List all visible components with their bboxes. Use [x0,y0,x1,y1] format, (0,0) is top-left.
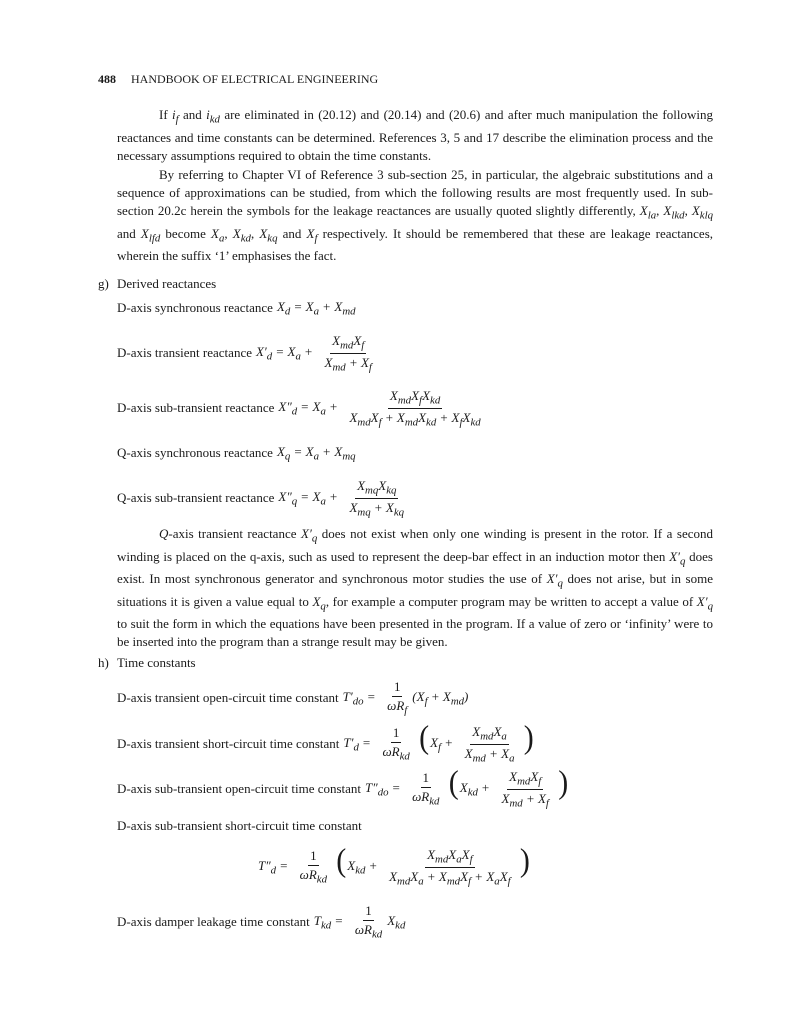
paragraph-1 [117,106,713,165]
equation-tdo-transient-label: D-axis transient open-circuit time constant [117,689,339,705]
paragraph-2-text: By referring to Chapter VI of Reference 3 sub-section 25, in particular, the algebraic substitutions and a sequence of approximations can be studied, from which the following results are most frequently used. In sub-section 20.2c herein the symbols for the leakage reactances are usually quoted slightly differently, $X_{la}$, $X_{lkd}$, $X_{klq}$ and $X_{lfd}$ become $X_a$, $X_{kd}$, $X_{kq}$ and $X_f$ respectively. It should be remembered that these are leakage reactances, wherein the suffix ‘1’ emphasises the fact. [117,167,714,264]
equation-xd-transient-label: D-axis transient reactance [117,345,252,361]
paragraph-3-text: Q-axis transient reactance $X'_q$ does not exist when only one winding is present in the rotor. If a second winding is placed on the q-axis, such as used to represent the deep-bar effect in an induction motor then $X'_q$ does exist. In most synchronous generator and synchronous motor studies the use of $X'_q$ does not arise, but in some situations it is given a value equal to $X_q$, for example a computer program may be written to accept a value of $X'_q$ to suit the form in which the equations have been presented in the program. If a value of zero or ‘infinity’ were to be inserted into the program than a strange result may be given. [117,526,713,650]
section-h-title: Time constants [117,655,196,670]
paragraph-1-text: If $i_f$ and $i_{kd}$ are eliminated in (20.12) and (20.14) and (20.6) and after much manipulation the following reactances and time constants can be determined. References 3, 5 and 17 describe the elimination process and the necessary assumptions required to obtain the time constants. [117,107,713,163]
equation-td-subtransient-label: D-axis sub-transient short-circuit time constant [117,818,362,833]
equation-xd: D-axis synchronous reactance $X_d = X_a + X_{md}$ [117,299,356,318]
equation-xd-label: D-axis synchronous reactance [117,300,273,316]
equation-tdo-subtransient-label: D-axis sub-transient open-circuit time constant [117,780,362,796]
paragraph-3 [117,525,713,651]
equation-xq-subtransient: Q-axis sub-transient reactance $X''_q = X_a$ + $\frac{X_{mq}X_{kq}}{X_{mq} + X_{kq}}$ [117,478,405,519]
book-title: HANDBOOK OF ELECTRICAL ENGINEERING [131,72,379,86]
section-g-label: g) [98,276,109,291]
section-h-label: h) [98,655,109,670]
equation-td-subtransient-heading [117,818,366,834]
equation-xq-subtransient-label: Q-axis sub-transient reactance [117,490,275,506]
equation-td-transient: D-axis transient short-circuit time constant $T'_d$ = $\frac{1}{\omega R_{kd}}$ ($X_f$ + $\frac{X_{md}X_a}{X_{md} + X_a}$ ) [117,719,534,765]
page-header [98,72,378,87]
equation-td-subtransient: $T''_d$ = $\frac{1}{\omega R_{kd}}$ ($X_{kd}$ + $\frac{X_{md}X_aX_f}{X_{md}X_a + X_{md}X_f + X_aX_f}$ ) [258,842,530,888]
equation-td-transient-label: D-axis transient short-circuit time constant [117,735,340,751]
page-number: 488 [98,72,116,86]
equation-tdo-subtransient: D-axis sub-transient open-circuit time constant $T''_{do}$ = $\frac{1}{\omega R_{kd}}$ ($X_{kd}$ + $\frac{X_{md}X_f}{X_{md} + X_f}$ ) [117,764,569,810]
equation-xq: Q-axis synchronous reactance $X_q = X_a + X_{mq}$ [117,444,356,463]
equation-xd-subtransient-label: D-axis sub-transient reactance [117,400,275,416]
section-g-title: Derived reactances [117,276,217,291]
equation-tkd: D-axis damper leakage time constant $T_{kd}$ = $\frac{1}{\omega R_{kd}}$ $X_{kd}$ [117,903,406,941]
paragraph-2 [117,166,713,265]
equation-tkd-label: D-axis damper leakage time constant [117,913,310,929]
section-g-heading [98,276,216,292]
equation-tdo-transient: D-axis transient open-circuit time constant $T'_{do}$ = $\frac{1}{\omega R_f}$ $(X_f + X_{md})$ [117,679,469,717]
equation-xd-subtransient: D-axis sub-transient reactance $X''_d = X_a$ + $\frac{X_{md}X_fX_{kd}}{X_{md}X_f + X_{md}X_{kd} + X_fX_{kd}}$ [117,388,481,429]
equation-xd-transient: D-axis transient reactance $X'_d = X_a$ + $\frac{X_{md}X_f}{X_{md} + X_f}$ [117,333,372,374]
equation-xq-label: Q-axis synchronous reactance [117,445,273,461]
section-h-heading [98,655,196,671]
